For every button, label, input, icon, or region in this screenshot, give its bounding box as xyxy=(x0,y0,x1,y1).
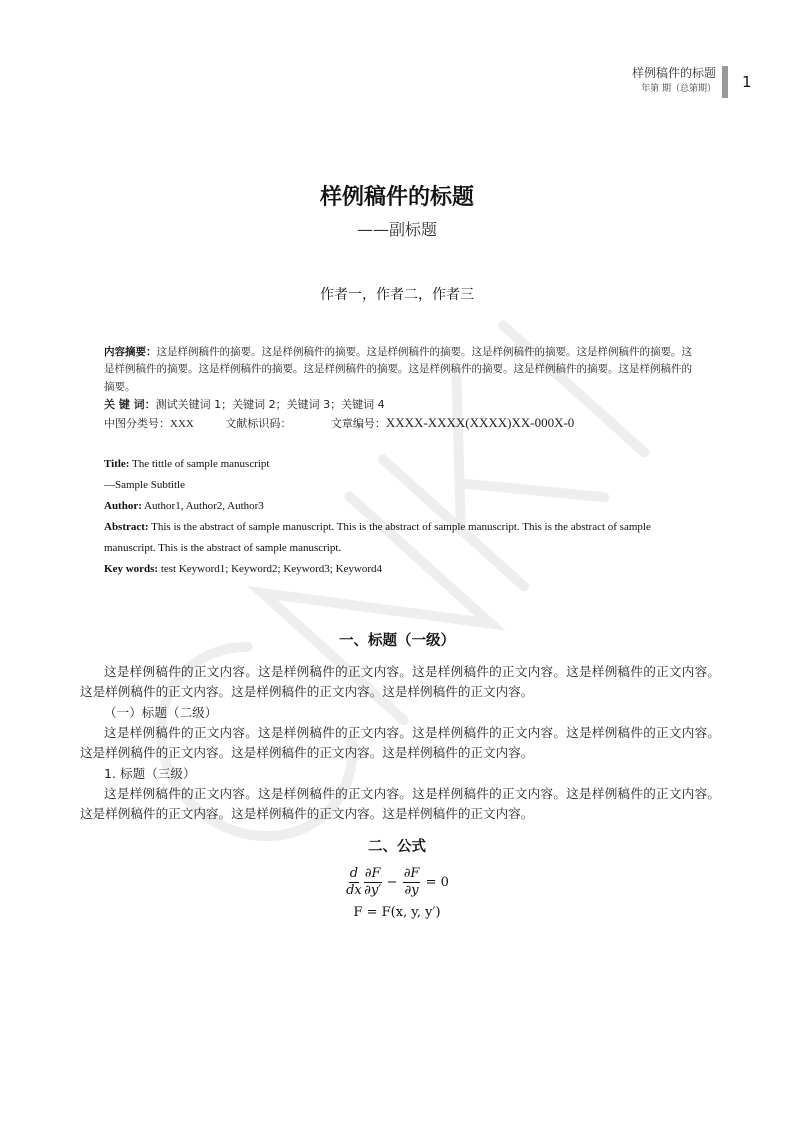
en-author-label: Author: xyxy=(104,499,142,512)
doc-code-label: 文献标识码： xyxy=(225,416,292,430)
authors: 作者一，作者二，作者三 xyxy=(320,287,474,303)
body-paragraph: 这是样例稿件的正文内容。这是样例稿件的正文内容。这是样例稿件的正文内容。这是样例稿件的正文内容。这是样例稿件的正文内容。这是样例稿件的正文内容。这是样例稿件的正文内容。 xyxy=(80,724,720,760)
frac-den: dx xyxy=(346,882,362,898)
equation-f-definition: F = F(x, y, y′) xyxy=(353,904,441,920)
en-abstract-label: Abstract: xyxy=(104,520,149,533)
frac-num: ∂F xyxy=(403,865,420,881)
frac-num: d xyxy=(349,865,359,881)
heading-level1: 一、标题（一级） xyxy=(339,632,455,649)
heading-level1: 二、公式 xyxy=(368,838,426,855)
article-no-value: XXXX-XXXX(XXXX)XX-000X-0 xyxy=(385,414,575,430)
en-title-label: Title: xyxy=(104,457,130,470)
en-author: Author1, Author2, Author3 xyxy=(141,499,264,512)
keywords-label: 关 键 词： xyxy=(104,397,156,411)
equals-zero: = 0 xyxy=(425,874,449,890)
minus-sign: − xyxy=(386,874,398,890)
running-header-title: 样例稿件的标题 xyxy=(631,66,716,80)
frac-den: ∂y′ xyxy=(364,882,382,898)
article-no-label: 文章编号： xyxy=(330,416,386,430)
clc-label: 中图分类号： xyxy=(104,416,170,430)
equation-euler-lagrange xyxy=(0,866,794,899)
body-paragraph: 这是样例稿件的正文内容。这是样例稿件的正文内容。这是样例稿件的正文内容。这是样例稿件的正文内容。这是样例稿件的正文内容。这是样例稿件的正文内容。这是样例稿件的正文内容。 xyxy=(80,785,720,821)
abstract-label: 内容摘要： xyxy=(104,346,157,358)
article-title: 样例稿件的标题 xyxy=(319,185,474,210)
abstract-cn xyxy=(104,344,694,396)
en-subtitle: —Sample Subtitle xyxy=(104,478,185,491)
article-subtitle: ——副标题 xyxy=(356,220,437,239)
heading-level2: （一）标题（二级） xyxy=(104,704,218,720)
heading-level3: 1. 标题（三级） xyxy=(104,765,196,781)
keywords-cn xyxy=(104,396,704,414)
frac-den: ∂y xyxy=(404,882,419,898)
english-metadata xyxy=(104,454,704,580)
page-number: 1 xyxy=(742,73,752,91)
running-header-issue: 年第 期（总第期） xyxy=(641,84,716,94)
en-abstract: This is the abstract of sample manuscript. This is the abstract of sample manuscript. This is the abstract of sample manuscript. This is the abstract of sample manuscript. xyxy=(104,520,651,554)
frac-num: ∂F xyxy=(364,865,381,881)
en-title: The tittle of sample manuscript xyxy=(129,457,270,470)
abstract-text: 这是样例稿件的摘要。这是样例稿件的摘要。这是样例稿件的摘要。这是样例稿件的摘要。这是样例稿件的摘要。这是样例稿件的摘要。这是样例稿件的摘要。这是样例稿件的摘要。这是样例稿件的摘要。这是样例稿件的摘要。这是样例稿件的摘要。 xyxy=(104,346,692,393)
classification-line xyxy=(104,414,704,433)
body-paragraph: 这是样例稿件的正文内容。这是样例稿件的正文内容。这是样例稿件的正文内容。这是样例稿件的正文内容。这是样例稿件的正文内容。这是样例稿件的正文内容。这是样例稿件的正文内容。 xyxy=(80,663,720,699)
clc-value: XXX xyxy=(170,417,194,430)
en-keywords: test Keyword1; Keyword2; Keyword3; Keyword4 xyxy=(158,562,383,575)
en-keywords-label: Key words: xyxy=(104,562,159,575)
keywords-text: 测试关键词 1；关键词 2；关键词 3；关键词 4 xyxy=(155,397,385,411)
